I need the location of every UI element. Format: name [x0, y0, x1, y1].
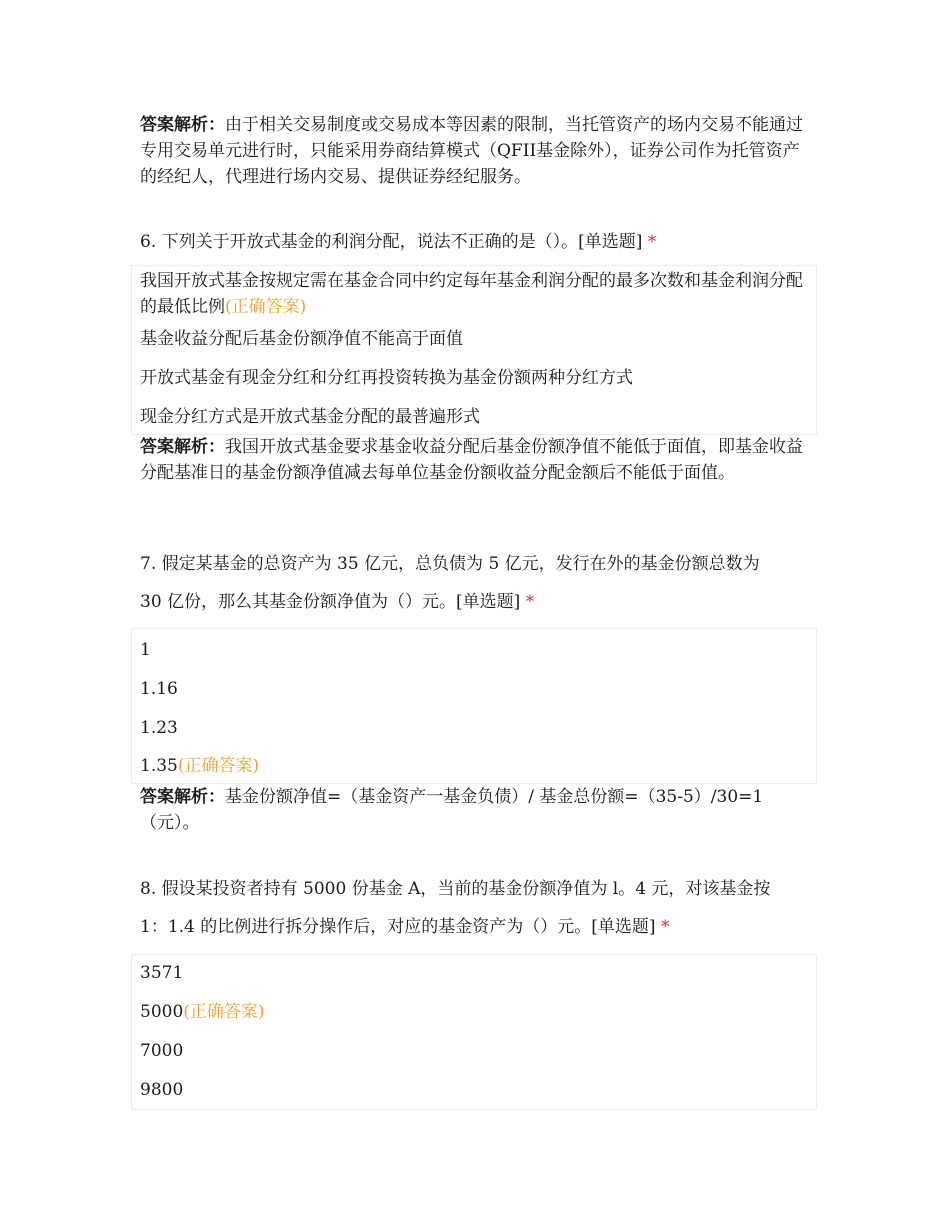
analysis-text: 基金份额净值=（基金资产一基金负债）/ 基金总份额=（35-5）/30=1（元）。 — [140, 787, 764, 833]
correct-answer-marker: (正确答案) — [183, 1002, 265, 1022]
option[interactable]: 1.23 — [140, 718, 178, 738]
option[interactable]: 1.16 — [140, 679, 178, 699]
question-text-line2: 1：1.4 的比例进行拆分操作后，对应的基金资产为（）元。[单选题] — [140, 917, 656, 937]
option[interactable]: 基金收益分配后基金份额净值不能高于面值 — [140, 329, 463, 349]
option[interactable]: 我国开放式基金按规定需在基金合同中约定每年基金利润分配的最多次数和基金利润分配的最低比例(正确答案) — [140, 271, 803, 317]
option[interactable]: 3571 — [140, 963, 184, 983]
analysis-text: 我国开放式基金要求基金收益分配后基金份额净值不能低于面值，即基金收益分配基准日的基金份额净值减去每单位基金份额收益分配金额后不能低于面值。 — [140, 437, 803, 483]
option[interactable]: 5000(正确答案) — [140, 1002, 265, 1022]
option[interactable]: 开放式基金有现金分红和分红再投资转换为基金份额两种分红方式 — [140, 368, 633, 388]
option[interactable]: 现金分红方式是开放式基金分配的最普遍形式 — [140, 407, 480, 427]
correct-answer-marker: (正确答案) — [225, 297, 307, 317]
option[interactable]: 1 — [140, 640, 151, 660]
analysis-text: 由于相关交易制度或交易成本等因素的限制，当托管资产的场内交易不能通过专用交易单元进行时，只能采用券商结算模式（QFII基金除外），证券公司作为托管资产的经纪人，代理进行场内交易、提供证券经纪服务。 — [140, 115, 803, 187]
option[interactable]: 7000 — [140, 1041, 184, 1061]
option[interactable]: 1.35(正确答案) — [140, 756, 260, 776]
required-mark: * — [525, 592, 535, 612]
q8-question — [140, 876, 816, 940]
q5-analysis — [140, 112, 816, 190]
option[interactable]: 9800 — [140, 1080, 184, 1100]
correct-answer-marker: (正确答案) — [177, 756, 260, 776]
q7-analysis — [140, 784, 816, 836]
q6-options — [131, 265, 817, 435]
q6-question — [140, 229, 816, 255]
required-mark: * — [660, 917, 670, 937]
question-text-line1: 8. 假设某投资者持有 5000 份基金 A，当前的基金份额净值为 l。4 元，对该基金按 — [140, 879, 771, 899]
question-text-line2: 30 亿份，那么其基金份额净值为（）元。[单选题] — [140, 592, 521, 612]
question-text-line1: 7. 假定某基金的总资产为 35 亿元，总负债为 5 亿元，发行在外的基金份额总数为 — [140, 554, 760, 574]
question-text: 6. 下列关于开放式基金的利润分配，说法不正确的是（）。[单选题] — [140, 232, 643, 252]
q7-question — [140, 551, 816, 615]
q8-options — [131, 954, 817, 1110]
analysis-label: 答案解析： — [140, 437, 225, 457]
analysis-label: 答案解析： — [140, 787, 225, 807]
analysis-label: 答案解析： — [140, 115, 225, 135]
q7-options — [131, 628, 817, 784]
required-mark: * — [647, 232, 657, 252]
q6-analysis — [140, 434, 816, 486]
